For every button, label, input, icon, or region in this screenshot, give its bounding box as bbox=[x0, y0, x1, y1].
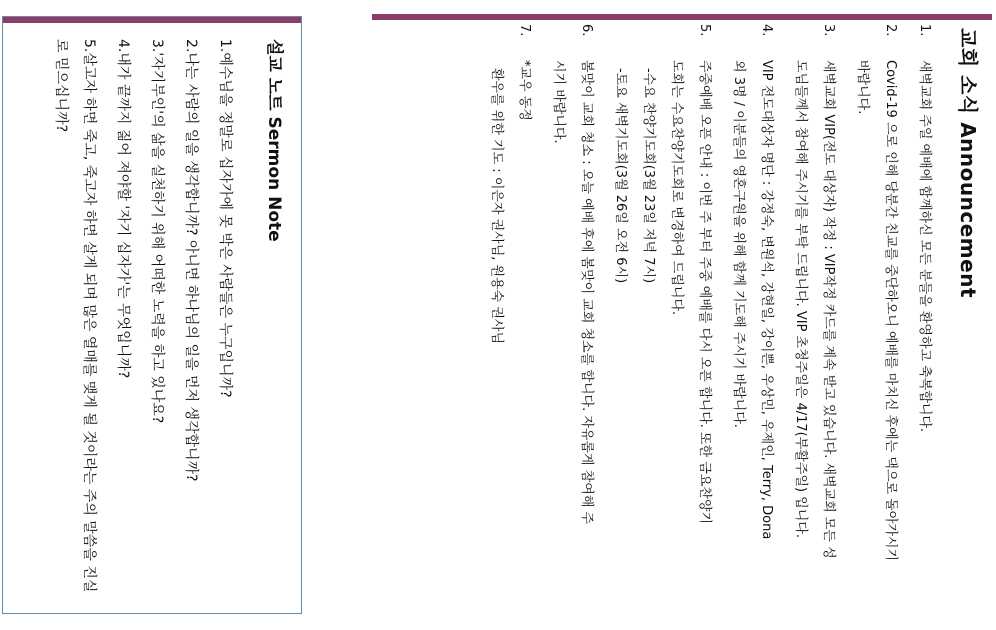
announcement-section bbox=[426, 0, 996, 630]
announcement-item bbox=[606, 24, 718, 616]
announcement-accent-bar bbox=[372, 14, 992, 20]
announcement-sub-item: 환우를 위한 기도 : 이은자 권사님, 원용숙 권사님 bbox=[489, 68, 504, 345]
announcement-item-text: 도님들께서 참여해 주시기를 부탁 드립니다. VIP 초청주일은 4/17(부활주일) 입니다. bbox=[793, 60, 808, 538]
announcement-title: 교회 소식 Announcement bbox=[956, 28, 980, 299]
announcement-item bbox=[724, 24, 780, 616]
sermon-note-title: 설교 노트 Sermon Note bbox=[264, 39, 284, 242]
announcement-item bbox=[482, 24, 538, 616]
announcement-item-text: 새벽교회 주일 예배에 함께하신 모든 분들을 환영하고 축복합니다. bbox=[917, 60, 932, 433]
sermon-question: 4.내가 끝까지 짊어 져야할 '자기 십자가'는 무엇입니까? bbox=[115, 39, 131, 379]
announcement-item-text: 바랍니다. bbox=[855, 60, 870, 115]
announcement-item-text: 봄맞이 교회 청소 : 오늘 예배 후에 봄맞이 교회 청소를 합니다. 자유롭게 참여해 주 bbox=[579, 60, 594, 525]
announcement-item-number: 6. bbox=[579, 24, 594, 37]
sermon-question: 1.예수님을 정말로 십자가에 못 박은 사람들은 누구입니까? bbox=[217, 39, 233, 398]
sermon-question: 3.'자기부인'의 삶을 실천하기 위해 어떠한 노력을 하고 있나요? bbox=[149, 39, 165, 424]
sermon-question: 5.살고자 하면 죽고, 죽고자 하면 살게 되며 많은 열매를 맺게 될 것이라는 주의 말씀을 진실로 믿으십니까? bbox=[53, 39, 97, 593]
announcement-list bbox=[476, 24, 938, 616]
announcement-item bbox=[910, 24, 938, 616]
announcement-item-text: 외 3명 / 이분들의 영혼구원을 위해 함께 기도해 주시기 바랍니다. bbox=[731, 60, 746, 428]
announcement-item-number: 3. bbox=[821, 24, 836, 37]
announcement-item-number: 2. bbox=[883, 24, 898, 37]
announcement-item-text: 시기 바랍니다. bbox=[551, 60, 566, 144]
announcement-item-number: 5. bbox=[697, 24, 712, 37]
sermon-note-box bbox=[2, 16, 302, 614]
announcement-item-number: 4. bbox=[759, 24, 774, 37]
announcement-item-number: 7. bbox=[517, 24, 532, 37]
announcement-item-text: Covid-19 으로 인해 당분간 친교를 중단하오니 예배를 마치신 후에는 댁으로 돌아가시기 bbox=[883, 60, 898, 562]
announcement-sub-item: -토요 새벽기도회(3월 26일 오전 6시) bbox=[613, 68, 628, 284]
announcement-item-text: VIP 전도대상자 명단 : 강정숙, 변원석, 강현일, 강이쁜, 우상민, 우제인, Terry, Dona bbox=[759, 60, 774, 540]
announcement-item bbox=[786, 24, 842, 616]
sermon-question-list bbox=[41, 39, 239, 605]
announcement-item-text: 새벽교회 VIP(전도 대상자) 작정 : VIP작정 카드를 계속 받고 있습니다. 새벽교회 모든 성 bbox=[821, 60, 836, 559]
announcement-item-text: 도회는 수요찬양기도회로 변경하여 드립니다. bbox=[669, 60, 684, 316]
announcement-item bbox=[544, 24, 600, 616]
announcement-sub-item: -수요 찬양기도회(3월 23일 저녁 7시) bbox=[641, 68, 656, 284]
announcement-item-number: 1. bbox=[917, 24, 932, 37]
sermon-accent-bar bbox=[3, 17, 301, 23]
sermon-question: 2.나는 사람의 일을 생각합니까? 아니면 하나님의 일을 먼저 생각합니까? bbox=[183, 39, 199, 482]
announcement-item-text: *교우 동정 bbox=[517, 60, 532, 121]
announcement-item-text: 주중예배 오픈 안내 : 이번 주 부터 주중 예배를 다시 오픈 합니다. 또한 금요찬양기 bbox=[697, 60, 712, 525]
announcement-item bbox=[848, 24, 904, 616]
